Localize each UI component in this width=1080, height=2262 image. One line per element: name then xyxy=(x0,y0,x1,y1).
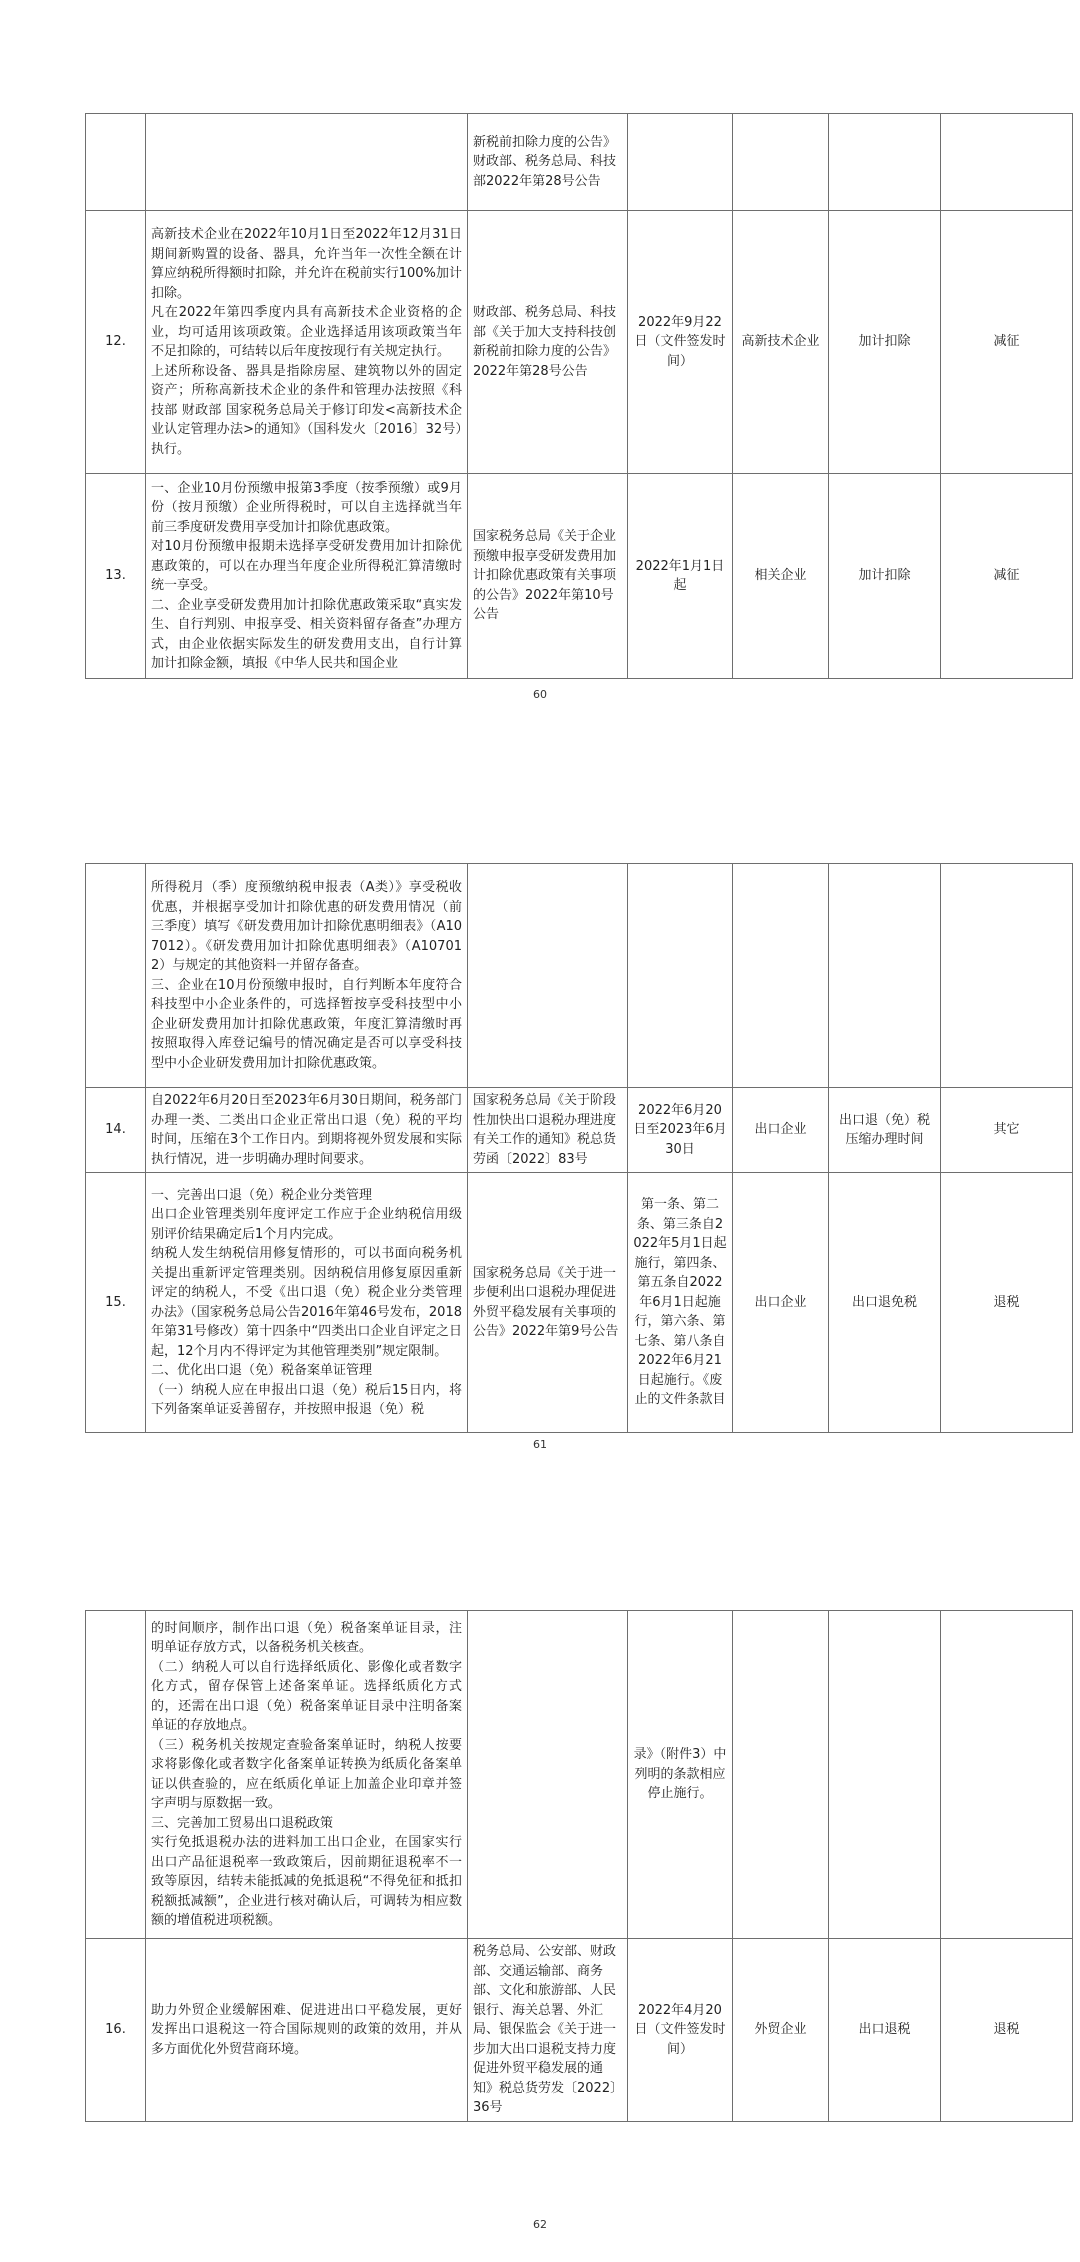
policy-item xyxy=(829,864,941,1088)
policy-content: 一、完善出口退（免）税企业分类管理 出口企业管理类别年度评定工作应于企业纳税信用级别评价结果确定后1个月内完成。 纳税人发生纳税信用修复情形的，可以书面向税务机关提出重新评定管理类别。因纳税信用修复原因重新评定的纳税人，不受《出口退（免）税企业分类管理办法》（国家税务总局公告2016年第46号发布，2018年第31号修改）第十四条中“四类出口企业自评定之日起，12个月内不得评定为其他管理类别”规定限制。 二、优化出口退（免）税备案单证管理 （一）纳税人应在申报出口退（免）税后15日内，将下列备案单证妥善留存，并按照申报退（免）税 xyxy=(146,1173,468,1433)
policy-content: 高新技术企业在2022年10月1日至2022年12月31日期间新购置的设备、器具，允许当年一次性全额在计算应纳税所得额时扣除，并允许在税前实行100%加计扣除。 凡在2022年第四季度内具有高新技术企业资格的企业，均可适用该项政策。企业选择适用该项政策当年不足扣除的，可结转以后年度按现行有关规定执行。 上述所称设备、器具是指除房屋、建筑物以外的固定资产；所称高新技术企业的条件和管理办法按照《科技部 财政部 国家税务总局关于修订印发<高新技术企业认定管理办法>的通知》（国科发火〔2016〕32号）执行。 xyxy=(146,211,468,474)
table-row xyxy=(86,474,1073,679)
policy-category: 减征 xyxy=(941,474,1073,679)
policy-category: 减征 xyxy=(941,211,1073,474)
page-number: 62 xyxy=(533,2218,547,2231)
policy-item: 出口退免税 xyxy=(829,1173,941,1433)
policy-content: 自2022年6月20日至2023年6月30日期间，税务部门办理一类、二类出口企业正常出口退（免）税的平均时间，压缩在3个工作日内。到期将视外贸发展和实际执行情况，进一步明确办理时间要求。 xyxy=(146,1088,468,1173)
table-row xyxy=(86,1173,1073,1433)
policy-basis: 国家税务总局《关于进一步便利出口退税办理促进外贸平稳发展有关事项的公告》2022年第9号公告 xyxy=(468,1173,628,1433)
policy-basis: 税务总局、公安部、财政部、交通运输部、商务部、文化和旅游部、人民银行、海关总署、外汇局、银保监会《关于进一步加大出口退税支持力度促进外贸平稳发展的通知》税总货劳发〔2022〕36号 xyxy=(468,1939,628,2122)
policy-item: 加计扣除 xyxy=(829,211,941,474)
policy-category: 其它 xyxy=(941,1088,1073,1173)
policy-content: 一、企业10月份预缴申报第3季度（按季预缴）或9月份（按月预缴）企业所得税时，可以自主选择就当年前三季度研发费用享受加计扣除优惠政策。 对10月份预缴申报期未选择享受研发费用加计扣除优惠政策的，可以在办理当年度企业所得税汇算清缴时统一享受。 二、企业享受研发费用加计扣除优惠政策采取“真实发生、自行判别、申报享受、相关资料留存备查”办理方式，由企业依据实际发生的研发费用支出，自行计算加计扣除金额，填报《中华人民共和国企业 xyxy=(146,474,468,679)
applicable-subject: 高新技术企业 xyxy=(733,211,829,474)
effective-date xyxy=(628,864,733,1088)
effective-date: 2022年4月20日（文件签发时间） xyxy=(628,1939,733,2122)
applicable-subject xyxy=(733,1611,829,1939)
row-number: 16. xyxy=(86,1939,146,2122)
page-number: 60 xyxy=(533,688,547,701)
row-number xyxy=(86,864,146,1088)
row-number xyxy=(86,1611,146,1939)
table-row xyxy=(86,1939,1073,2122)
applicable-subject: 出口企业 xyxy=(733,1173,829,1433)
applicable-subject xyxy=(733,114,829,211)
policy-basis: 国家税务总局《关于阶段性加快出口退税办理进度有关工作的通知》税总货劳函〔2022〕83号 xyxy=(468,1088,628,1173)
policy-category xyxy=(941,114,1073,211)
effective-date xyxy=(628,114,733,211)
page-number: 61 xyxy=(533,1438,547,1451)
table-row xyxy=(86,864,1073,1088)
policy-item xyxy=(829,1611,941,1939)
policy-table-page-62 xyxy=(85,1610,1073,2122)
policy-item xyxy=(829,114,941,211)
table-row xyxy=(86,1611,1073,1939)
applicable-subject: 外贸企业 xyxy=(733,1939,829,2122)
policy-content xyxy=(146,114,468,211)
policy-category xyxy=(941,1611,1073,1939)
policy-item: 加计扣除 xyxy=(829,474,941,679)
policy-category: 退税 xyxy=(941,1939,1073,2122)
policy-table-page-60 xyxy=(85,113,1073,679)
policy-basis: 财政部、税务总局、科技部《关于加大支持科技创新税前扣除力度的公告》2022年第28号公告 xyxy=(468,211,628,474)
row-number: 15. xyxy=(86,1173,146,1433)
row-number xyxy=(86,114,146,211)
policy-basis: 国家税务总局《关于企业预缴申报享受研发费用加计扣除优惠政策有关事项的公告》2022年第10号公告 xyxy=(468,474,628,679)
effective-date: 2022年9月22日（文件签发时间） xyxy=(628,211,733,474)
policy-basis xyxy=(468,1611,628,1939)
policy-item: 出口退税 xyxy=(829,1939,941,2122)
applicable-subject: 出口企业 xyxy=(733,1088,829,1173)
row-number: 14. xyxy=(86,1088,146,1173)
row-number: 12. xyxy=(86,211,146,474)
policy-table-page-61 xyxy=(85,863,1073,1433)
policy-category xyxy=(941,864,1073,1088)
policy-item: 出口退（免）税压缩办理时间 xyxy=(829,1088,941,1173)
policy-category: 退税 xyxy=(941,1173,1073,1433)
policy-basis xyxy=(468,864,628,1088)
table-row xyxy=(86,1088,1073,1173)
policy-content: 助力外贸企业缓解困难、促进进出口平稳发展，更好发挥出口退税这一符合国际规则的政策的效用，并从多方面优化外贸营商环境。 xyxy=(146,1939,468,2122)
table-row xyxy=(86,114,1073,211)
applicable-subject: 相关企业 xyxy=(733,474,829,679)
effective-date: 第一条、第二条、第三条自2022年5月1日起施行，第四条、第五条自2022年6月1日起施行，第六条、第七条、第八条自2022年6月21日起施行。《废止的文件条款目 xyxy=(628,1173,733,1433)
applicable-subject xyxy=(733,864,829,1088)
row-number: 13. xyxy=(86,474,146,679)
effective-date: 录》（附件3）中列明的条款相应停止施行。 xyxy=(628,1611,733,1939)
policy-basis: 新税前扣除力度的公告》 财政部、税务总局、科技 部2022年第28号公告 xyxy=(468,114,628,211)
effective-date: 2022年1月1日起 xyxy=(628,474,733,679)
policy-content: 所得税月（季）度预缴纳税申报表（A类）》享受税收优惠，并根据享受加计扣除优惠的研发费用情况（前三季度）填写《研发费用加计扣除优惠明细表》（A107012）。《研发费用加计扣除优惠明细表》（A107012）与规定的其他资料一并留存备查。 三、企业在10月份预缴申报时，自行判断本年度符合科技型中小企业条件的，可选择暂按享受科技型中小企业研发费用加计扣除优惠政策，年度汇算清缴时再按照取得入库登记编号的情况确定是否可以享受科技型中小企业研发费用加计扣除优惠政策。 xyxy=(146,864,468,1088)
table-row xyxy=(86,211,1073,474)
effective-date: 2022年6月20日至2023年6月30日 xyxy=(628,1088,733,1173)
policy-content: 的时间顺序，制作出口退（免）税备案单证目录，注明单证存放方式，以备税务机关核查。 （二）纳税人可以自行选择纸质化、影像化或者数字化方式，留存保管上述备案单证。选择纸质化方式的，还需在出口退（免）税备案单证目录中注明备案单证的存放地点。 （三）税务机关按规定查验备案单证时，纳税人按要求将影像化或者数字化备案单证转换为纸质化备案单证以供查验的，应在纸质化单证上加盖企业印章并签字声明与原数据一致。 三、完善加工贸易出口退税政策 实行免抵退税办法的进料加工出口企业，在国家实行出口产品征退税率一致政策后，因前期征退税率不一致等原因，结转未能抵减的免抵退税“不得免征和抵扣税额抵减额”，企业进行核对确认后，可调转为相应数额的增值税进项税额。 xyxy=(146,1611,468,1939)
